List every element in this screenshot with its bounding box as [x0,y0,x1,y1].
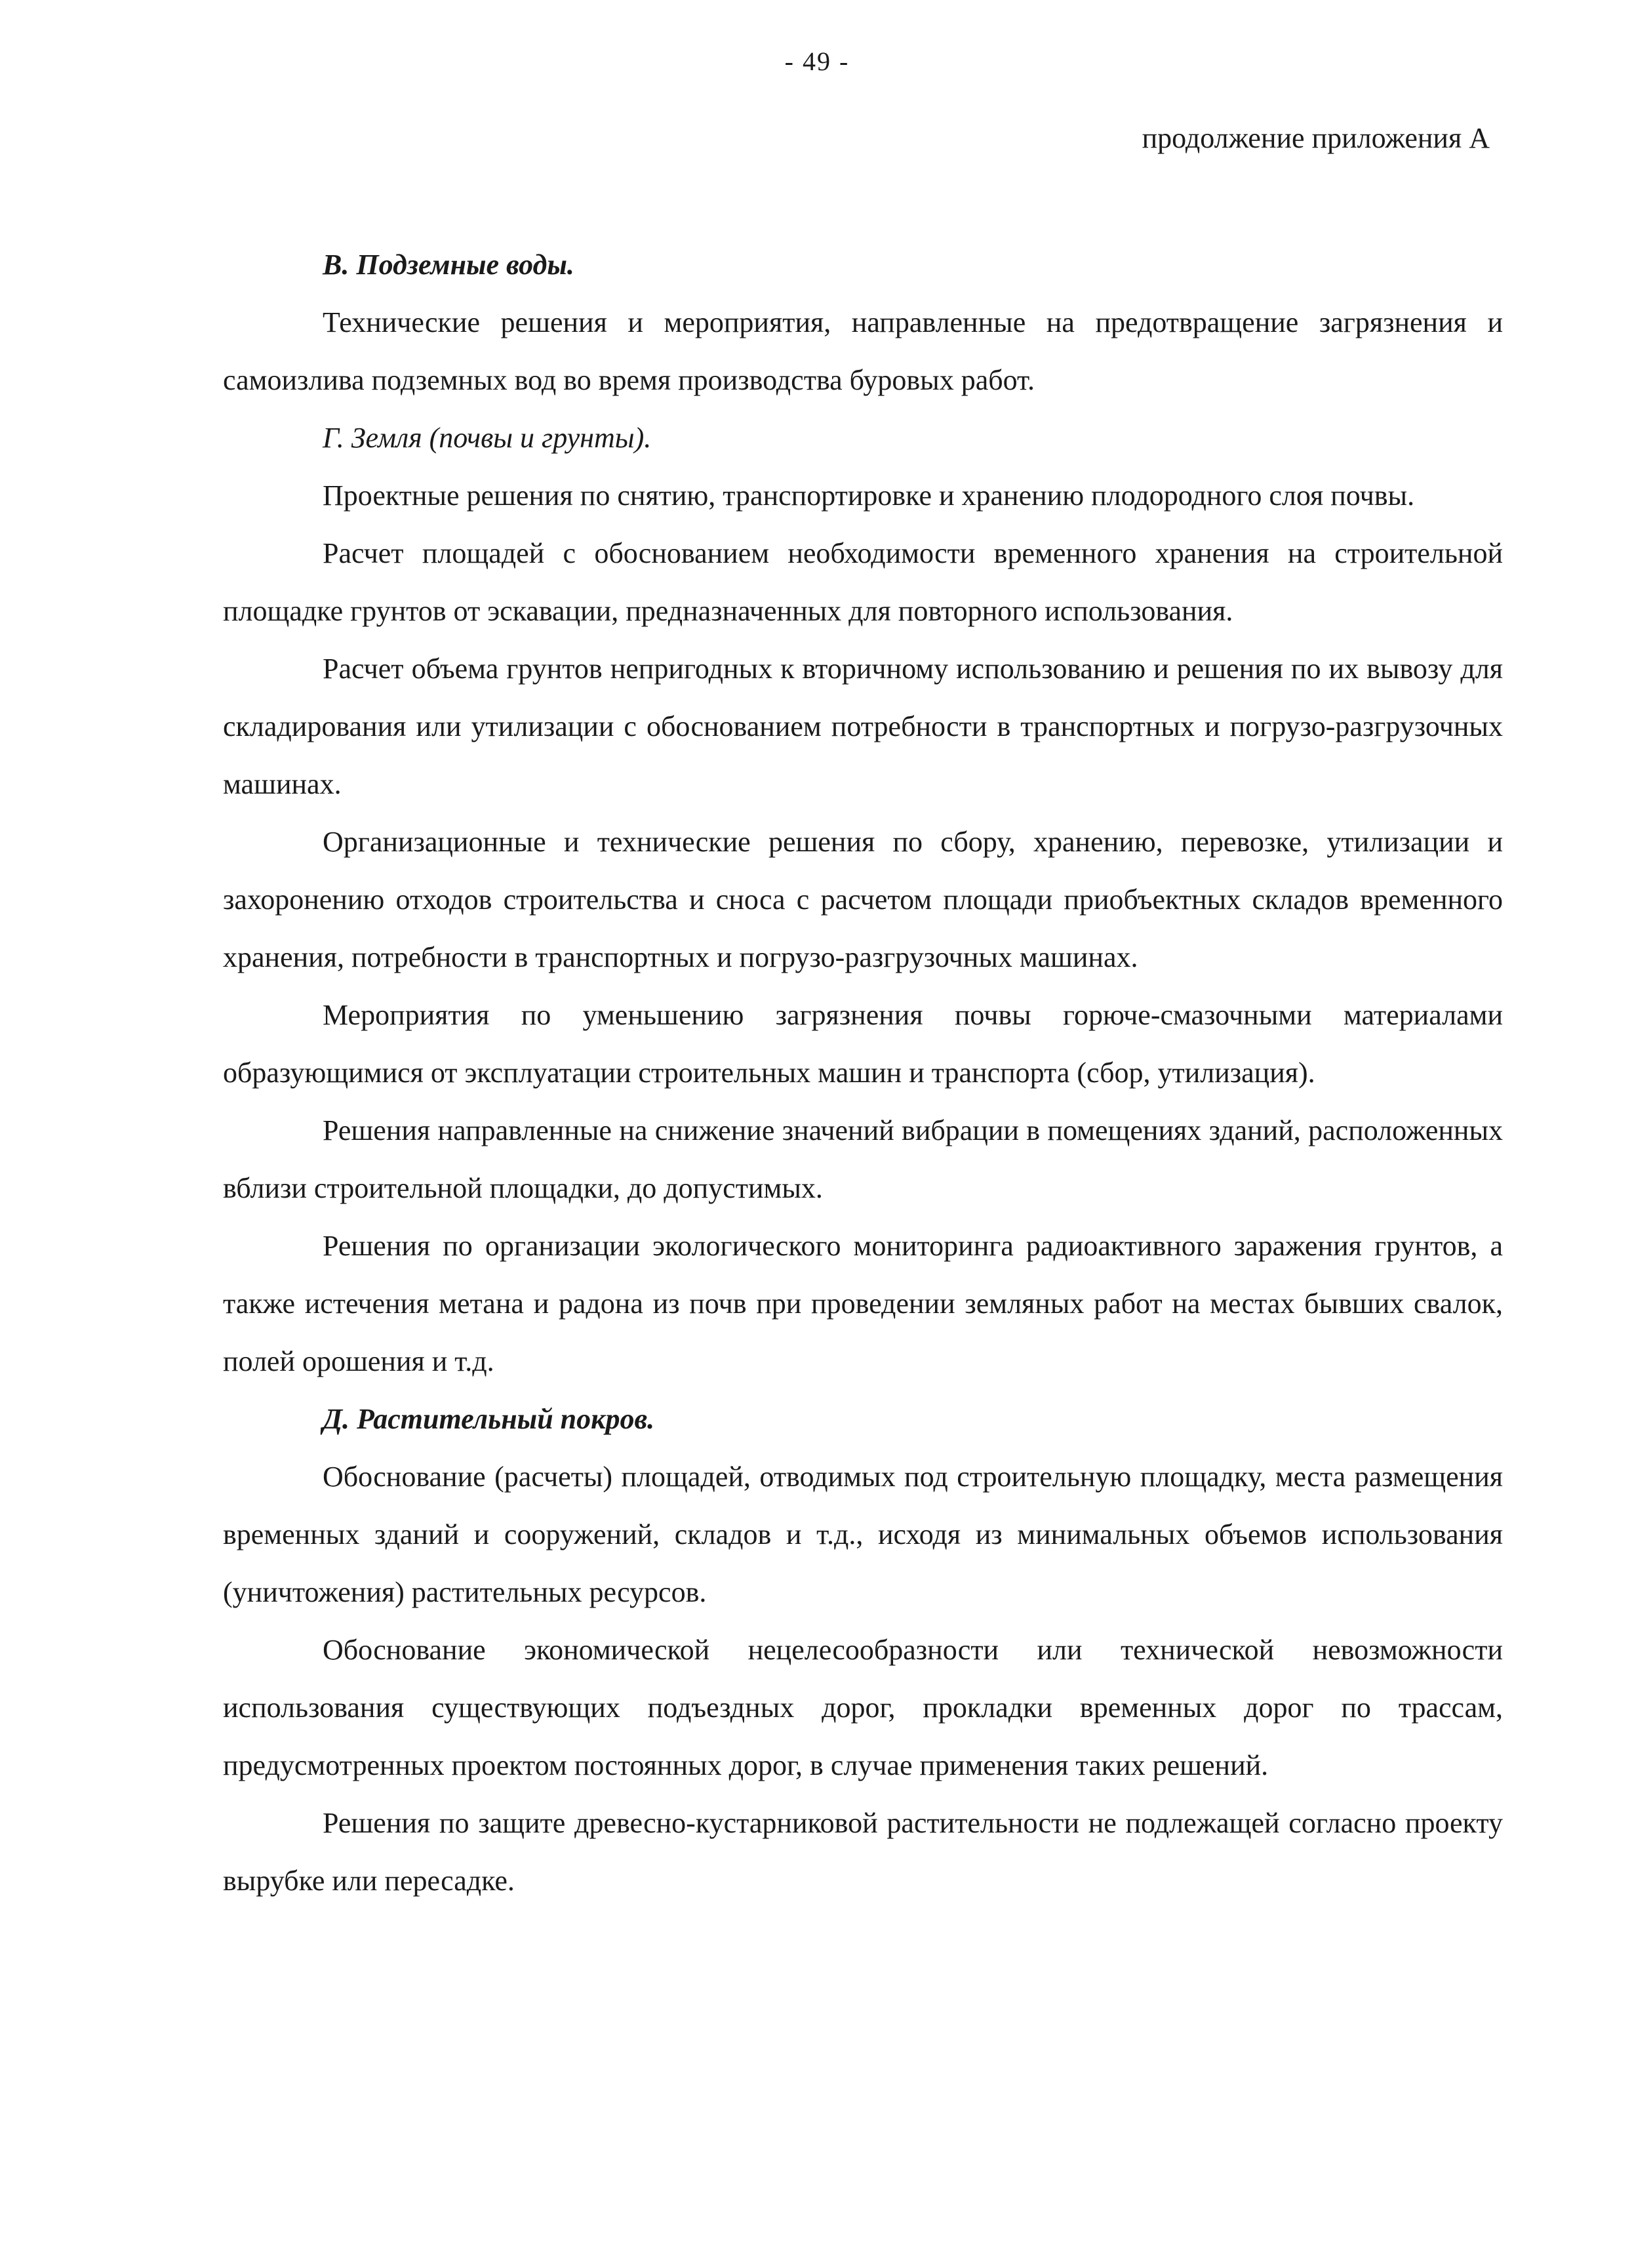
paragraph: Организационные и технические решения по сбору, хранению, перевозке, утилизации и захоронению отходов строительства и сноса с расчетом площади приобъектных складов временного хранения, потребности в транспортных и погрузо-разгрузочных машинах. [223,826,1503,973]
paragraph: Расчет объема грунтов непригодных к вторичному использованию и решения по их вывозу для складирования или утилизации с обоснованием потребности в транспортных и погрузо-разгрузочных машинах. [223,653,1503,800]
paragraph: Обоснование экономической нецелесообразности или технической невозможности использования существующих подъездных дорог, прокладки временных дорог по трассам, предусмотренных проектом постоянных дорог, в случае применения таких решений. [223,1634,1503,1781]
document-body [223,236,1503,1910]
paragraph: Обоснование (расчеты) площадей, отводимых под строительную площадку, места размещения временных зданий и сооружений, складов и т.д., исходя из минимальных объемов использования (уничтожения) растительных ресурсов. [223,1461,1503,1608]
section-heading-groundwater: В. Подземные воды. [323,249,574,281]
section-heading-vegetation: Д. Растительный покров. [323,1403,655,1435]
paragraph: Мероприятия по уменьшению загрязнения почвы горюче-смазочными материалами образующимися от эксплуатации строительных машин и транспорта (сбор, утилизация). [223,999,1503,1089]
paragraph: Решения направленные на снижение значений вибрации в помещениях зданий, расположенных вблизи строительной площадки, до допустимых. [223,1114,1503,1204]
page-number: - 49 - [784,47,850,76]
paragraph: Проектные решения по снятию, транспортировке и хранению плодородного слоя почвы. [323,479,1415,512]
paragraph: Решения по защите древесно-кустарниковой растительности не подлежащей согласно проекту вырубке или пересадке. [223,1807,1503,1897]
paragraph: Решения по организации экологического мониторинга радиоактивного заражения грунтов, а также истечения метана и радона из почв при проведении земляных работ на местах бывших свалок, полей орошения и т.д. [223,1230,1503,1377]
paragraph: Технические решения и мероприятия, направленные на предотвращение загрязнения и самоизлива подземных вод во время производства буровых работ. [223,306,1503,396]
continuation-label: продолжение приложения А [1142,122,1490,154]
paragraph: Расчет площадей с обоснованием необходимости временного хранения на строительной площадке грунтов от эскавации, предназначенных для повторного использования. [223,537,1503,627]
section-heading-soil: Г. Земля (почвы и грунты). [323,422,652,454]
